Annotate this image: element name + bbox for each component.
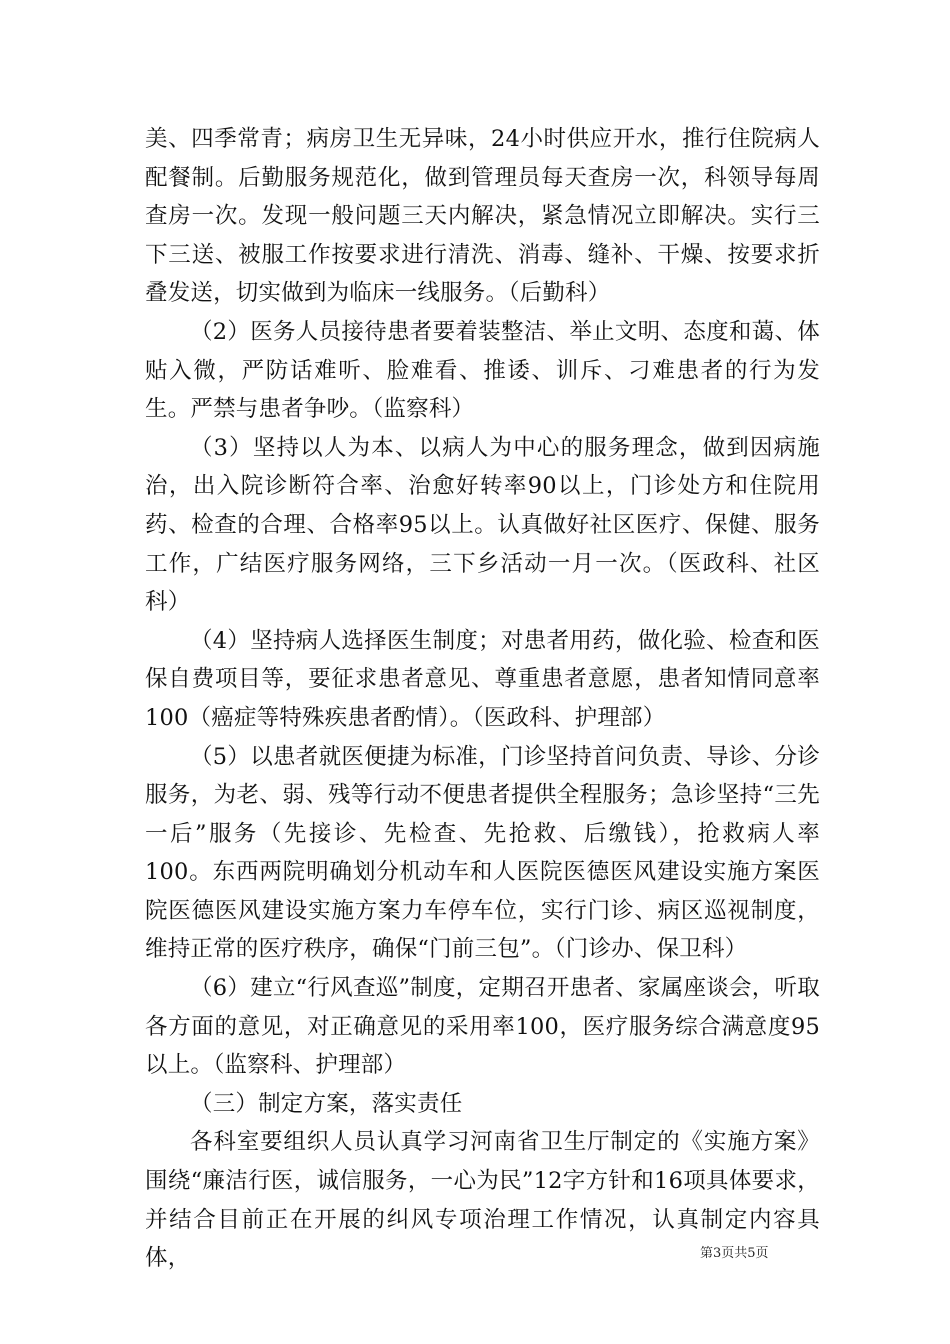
paragraph-item-6: （6）建立“行风查巡”制度，定期召开患者、家属座谈会，听取各方面的意见，对正确意见的采用率100，医疗服务综合满意度95以上。（监察科、护理部） bbox=[145, 975, 820, 1079]
document-body bbox=[145, 120, 820, 1278]
paragraph-section-body: 各科室要组织人员认真学习河南省卫生厅制定的《实施方案》围绕“廉洁行医，诚信服务，一心为民”12字方针和16项具体要求，并结合目前正在开展的纠风专项治理工作情况，认真制定内容具体， bbox=[145, 1129, 820, 1272]
paragraph-item-2: （2）医务人员接待患者要着装整洁、举止文明、态度和蔼、体贴入微，严防话难听、脸难看、推诿、训斥、刁难患者的行为发生。严禁与患者争吵。（监察科） bbox=[145, 318, 820, 423]
paragraph-item-5: （5）以患者就医便捷为标准，门诊坚持首问负责、导诊、分诊服务，为老、弱、残等行动不便患者提供全程服务；急诊坚持“三先一后”服务（先接诊、先检查、先抢救、后缴钱），抢救病人率100。东西两院明确划分机动车和人医院医德医风建设实施方案医院医德医风建设实施方案力车停车位，实行门诊、病区巡视制度，维持正常的医疗秩序，确保“门前三包”。（门诊办、保卫科） bbox=[145, 743, 820, 963]
paragraph-item-3: （3）坚持以人为本、以病人为中心的服务理念，做到因病施治，出入院诊断符合率、治愈好转率90以上，门诊处方和住院用药、检查的合理、合格率95以上。认真做好社区医疗、保健、服务工作，广结医疗服务网络，三下乡活动一月一次。（医政科、社区科） bbox=[145, 434, 820, 616]
page-number: 第3页共5页 bbox=[700, 1246, 769, 1261]
section-heading: （三）制定方案，落实责任 bbox=[190, 1090, 463, 1117]
paragraph-continuation: 美、四季常青；病房卫生无异味，24小时供应开水，推行住院病人配餐制。后勤服务规范化，做到管理员每天查房一次，科领导每周查房一次。发现一般问题三天内解决，紧急情况立即解决。实行三下三送、被服工作按要求进行清洗、消毒、缝补、干燥、按要求折叠发送，切实做到为临床一线服务。（后勤科） bbox=[145, 126, 820, 307]
paragraph-item-4: （4）坚持病人选择医生制度；对患者用药，做化验、检查和医保自费项目等，要征求患者意见、尊重患者意愿，患者知情同意率100（癌症等特殊疾患者酌情）。（医政科、护理部） bbox=[145, 627, 820, 731]
